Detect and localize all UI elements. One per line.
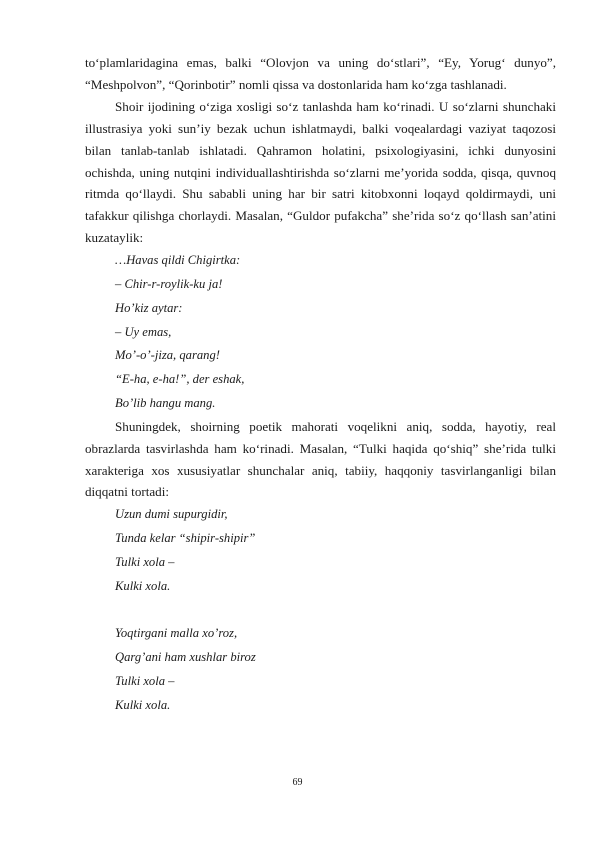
document-page	[85, 52, 556, 718]
verse-line: Kulki xola.	[115, 578, 171, 593]
verse-line: Tunda kelar “shipir-shipir”	[115, 531, 256, 546]
paragraph-word-choice: Shoir ijodining o‘ziga xosligi so‘z tanlashda ham ko‘rinadi. U so‘zlarni shunchaki illustrasiya yoki sun’iy bezak uchun ishlatmaydi, balki voqealardagi vaziyat taqozosi bilan tanlab-tanlab ishlatadi. Qahramon holatini, psixologiyasini, ichki dunyosini ochishda, uning nutqini individuallashtirishda so‘zlarni me’yorida sodda, qisqa, quvnoq ritmda qo‘llaydi. Shu sababli uning har bir satri kitobxonni loqayd qoldirmaydi, uni tafakkur qilishga chorlaydi. Masalan, “Guldor pufakcha” she’rida so‘z qo‘llash san’atini kuzataylik:	[85, 98, 556, 246]
poem-excerpt-guldor-pufakcha	[85, 249, 556, 416]
page-number: 69	[292, 777, 303, 788]
verse-line: “E-ha, e-ha!”, der eshak,	[115, 372, 245, 387]
verse-line: Tulki xola –	[115, 554, 175, 569]
verse-line: Tulki xola –	[115, 673, 175, 688]
verse-line: Yoqtirgani malla xo’roz,	[115, 626, 238, 641]
verse-line: Qarg’ani ham xushlar biroz	[115, 650, 256, 665]
verse-line: Mo’-o’-jiza, qarang!	[115, 348, 220, 363]
verse-line: – Chir-r-roylik-ku ja!	[115, 276, 223, 291]
paragraph-poetic-mastery: Shuningdek, shoirning poetik mahorati voqelikni aniq, sodda, hayotiy, real obrazlarda tasvirlashda ham ko‘rinadi. Masalan, “Tulki haqida qo‘shiq” she’rida tulki xarakteriga xos xususiyatlar shunchalar aniq, tabiiy, haqqoniy tasvirlanganligi bilan diqqatni tortadi:	[85, 418, 556, 500]
stanza-break	[85, 599, 556, 623]
verse-line: …Havas qildi Chigirtka:	[115, 253, 241, 268]
verse-line: Uzun dumi supurgidir,	[115, 507, 228, 522]
verse-line: Ho’kiz aytar:	[115, 300, 183, 315]
poem-excerpt-tulki-stanza-1	[85, 503, 556, 598]
verse-line: Kulki xola.	[115, 697, 171, 712]
paragraph-intro: to‘plamlaridagina emas, balki “Olovjon va uning do‘stlari”, “Ey, Yorug‘ dunyo”, “Meshpolvon”, “Qorinbotir” nomli qissa va dostonlarida ham ko‘zga tashlanadi.	[85, 55, 556, 92]
verse-line: Bo’lib hangu mang.	[115, 395, 216, 410]
verse-line: – Uy emas,	[115, 324, 172, 339]
poem-excerpt-tulki-stanza-2	[85, 622, 556, 717]
